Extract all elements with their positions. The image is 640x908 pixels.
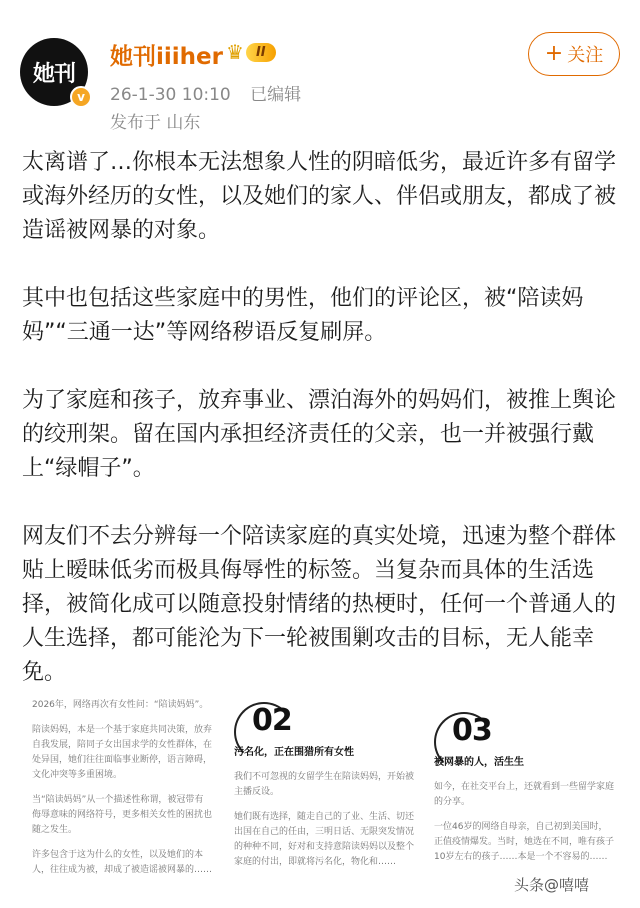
watermark: 头条@嘻嘻 <box>508 872 595 897</box>
article-text: 如今，在社交平台上，还就看到一些留学家庭的分享。 <box>434 782 615 807</box>
post-header <box>0 0 640 140</box>
article-text: 当“陪读妈妈”从一个描述性称谓，被冠带有侮辱意味的网络符号，更多相关女性的困扰也随之发生。 <box>32 795 213 835</box>
article-text: 她们既有选择，随走自己的了业、生活、切还出国在自己的任由，三明日话、无限突发情况的种种不同，好对和支持意陪读妈妈以及整个家庭的付出，即就将污名化，物化和…… <box>234 812 415 867</box>
article-text: 一位46岁的网络自母亲，自己初到美国时，正值疫情爆发。当时，她选在不同，唯有孩子10岁左右的孩子……本是一个不容易的…… <box>434 822 615 862</box>
post-timestamp: 26-1-30 10:10 <box>110 85 231 105</box>
post-paragraph: 为了家庭和孩子，放弃事业、漂泊海外的妈妈们，被推上舆论的绞刑架。留在国内承担经济责任的父亲，也一并被强行戴上“绿帽子”。 <box>22 388 617 481</box>
section-number: 02 <box>252 703 292 738</box>
post-body <box>22 146 622 724</box>
section-title: 污名化，正在围猎所有女性 <box>234 747 354 758</box>
article-column-1 <box>32 698 212 888</box>
level-badge <box>226 40 276 64</box>
post-meta <box>110 80 301 105</box>
article-text: 我们不可忽视的女留学生在陪读妈妈，开始被主播反设。 <box>234 772 415 797</box>
author-name[interactable]: 她刊iiiher <box>110 44 223 70</box>
plus-icon: + <box>544 41 564 66</box>
post-location: 发布于 山东 <box>110 113 201 133</box>
post-paragraph: 太离谱了…你根本无法想象人性的阴暗低劣，最近许多有留学或海外经历的女性，以及她们的家人、伴侣或朋友，都成了被造谣被网暴的对象。 <box>22 150 617 243</box>
article-column-2 <box>234 698 414 880</box>
article-column-3 <box>434 698 614 875</box>
verified-badge-icon: v <box>70 86 92 108</box>
post-paragraph: 其中也包括这些家庭中的男性，他们的评论区，被“陪读妈妈”“三通一达”等网络秽语反复刷屏。 <box>22 286 584 345</box>
article-text: 陪读妈妈，本是一个基于家庭共同决策，放弃自我发展，陪同子女出国求学的女性群体，在处异国，她们往往面临事业断停，语言障碍，文化冲突等多重困境。 <box>32 725 213 780</box>
article-text: 2026年，网络再次有女性问：“陪读妈妈”。 <box>32 700 209 710</box>
section-title: 被网暴的人，活生生 <box>434 757 524 768</box>
crown-icon: ♛ <box>226 40 244 64</box>
avatar-text: 她刊 <box>32 61 75 87</box>
edited-label: 已编辑 <box>250 85 302 105</box>
follow-button[interactable] <box>528 32 620 76</box>
post-paragraph: 网友们不去分辨每一个陪读家庭的真实处境，迅速为整个群体贴上暧昧低劣而极具侮辱性的标签。当复杂而具体的生活选择，被简化成可以随意投射情绪的热梗时，任何一个普通人的人生选择，都可能沦为下一轮被围剿攻击的目标，无人能幸免。 <box>22 524 617 685</box>
follow-label: 关注 <box>567 45 604 66</box>
level-pill: II <box>246 43 276 62</box>
section-number: 03 <box>452 713 492 748</box>
article-text: 许多包含于这为什么的女性，以及她们的本人，往往成为被，却成了被造谣被网暴的…… <box>32 850 213 875</box>
